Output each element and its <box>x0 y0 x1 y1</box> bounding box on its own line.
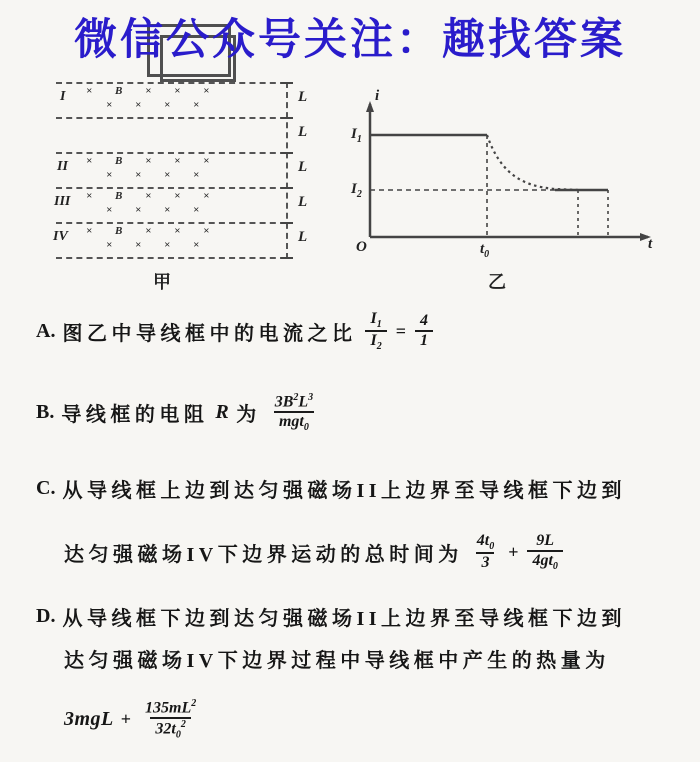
length-tick <box>281 257 293 259</box>
option-c-text-line1: 从导线框上边到达匀强磁场II上边界至导线框下边到 <box>62 480 627 502</box>
option-c-text-line2: 达匀强磁场IV下边界运动的总时间为 <box>64 543 463 566</box>
field-crosses-row: × B × × × <box>86 85 210 97</box>
resistance-variable-R: R <box>215 401 230 424</box>
t0-label: $t_0$ <box>480 241 490 260</box>
length-tick <box>281 117 293 119</box>
figure-jia-field-diagram <box>48 76 358 294</box>
option-d-text-line2: 达匀强磁场IV下边界过程中导线框中产生的热量为 <box>64 650 610 672</box>
I1-label: $I_1$ <box>351 126 362 145</box>
origin-label: O <box>356 239 367 255</box>
fraction-4-over-1: $\frac{4}{1}$ <box>415 312 433 350</box>
option-d-label: D. <box>36 605 56 627</box>
y-axis-label: i <box>375 88 380 104</box>
fraction-I1-over-I2: $\frac{I_1}{I_2}$ <box>365 310 386 353</box>
option-d-text-line1: 从导线框下边到达匀强磁场II上边界至导线框下边到 <box>62 608 627 630</box>
option-b <box>36 392 320 434</box>
field-boundary-line <box>56 222 286 224</box>
fraction-resistance-formula: $\frac{3B^2L^3}{mgt_0}$ <box>274 392 314 434</box>
region-label-1: I <box>60 89 66 104</box>
t-axis-label: t <box>648 236 653 252</box>
region-label-2: II <box>57 159 68 174</box>
field-crosses-row: × B × × × <box>86 225 210 237</box>
option-a-text: 图乙中导线框中的电流之比 <box>62 322 357 345</box>
plus-sign: + <box>120 708 132 729</box>
option-a <box>36 310 435 353</box>
graph-canvas <box>350 86 680 261</box>
I2-label: $I_2$ <box>351 181 362 200</box>
option-b-text: 导线框的电阻 <box>61 404 209 427</box>
length-label-L: L <box>298 159 308 175</box>
length-tick <box>281 82 293 84</box>
region-label-4: IV <box>53 229 68 244</box>
page-header-title: 微信公众号关注：趣找答案 <box>74 16 626 64</box>
option-a-label: A. <box>36 319 56 342</box>
figure-yi-current-time-graph <box>350 86 690 298</box>
field-boundary-line <box>56 187 286 189</box>
field-crosses-row: × B × × × <box>86 190 210 202</box>
length-tick <box>281 222 293 224</box>
option-c-line1 <box>36 474 626 503</box>
length-label-L: L <box>298 229 308 245</box>
figure-yi-caption: 乙 <box>488 272 506 292</box>
equals-sign: = <box>395 320 406 341</box>
length-label-L: L <box>298 124 308 140</box>
field-boundary-line <box>56 117 286 119</box>
length-label-L: L <box>298 89 308 105</box>
field-boundary-line <box>56 257 286 259</box>
option-b-label: B. <box>36 401 55 424</box>
field-crosses-row: × × × × <box>106 169 200 181</box>
option-c-line2 <box>64 532 565 572</box>
figure-jia-caption: 甲 <box>153 272 171 292</box>
field-crosses-row: × × × × <box>106 99 200 111</box>
option-d-line1 <box>36 602 626 631</box>
option-b-text2: 为 <box>236 404 261 427</box>
length-tick <box>281 152 293 154</box>
region-label-3: III <box>54 194 71 209</box>
option-d-line2 <box>64 644 610 673</box>
field-crosses-row: × × × × <box>106 204 200 216</box>
decay-curve <box>487 135 578 190</box>
field-boundary-line <box>56 152 286 154</box>
option-d-formula <box>64 698 203 741</box>
option-c-label: C. <box>36 477 56 499</box>
fraction-135mL2-over-32t02: $\frac{135mL^2}{32t_0^2}$ <box>145 698 197 741</box>
length-tick <box>281 187 293 189</box>
fraction-4t0-over-3: $\frac{4t_0}{3}$ <box>476 532 495 572</box>
fraction-9L-over-4gt0: $\frac{9L}{4gt_0}$ <box>527 532 562 572</box>
field-boundary-line <box>56 82 286 84</box>
y-axis-arrow <box>366 101 374 112</box>
plus-sign: + <box>508 541 519 562</box>
length-label-L: L <box>298 194 308 210</box>
field-crosses-row: × B × × × <box>86 155 210 167</box>
field-crosses-row: × × × × <box>106 239 200 251</box>
heat-formula-lead: 3mgL <box>64 707 114 730</box>
